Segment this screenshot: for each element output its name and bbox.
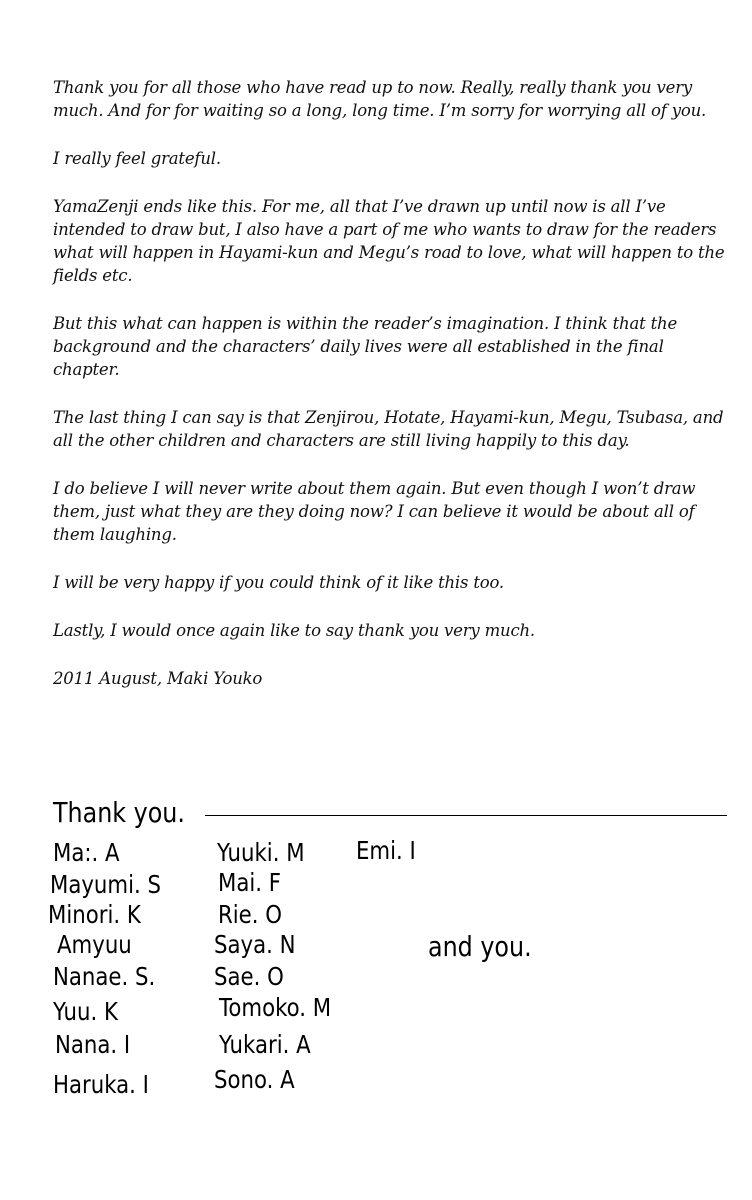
paragraph-never-again: I do believe I will never write about them again. But even though I won’t draw them, just what they are they doing now? I can believe it would be about all of them laughing.: [53, 479, 696, 544]
credit-name: Rie. O: [218, 900, 282, 929]
credit-name: Nana. I: [55, 1030, 131, 1059]
credit-name: Yuu. K: [53, 997, 118, 1026]
credit-name: Haruka. I: [53, 1070, 149, 1099]
paragraph-lastly: Lastly, I would once again like to say thank you very much.: [53, 621, 535, 640]
credit-name: Emi. I: [356, 836, 416, 865]
paragraph-happy: I will be very happy if you could think of it like this too.: [53, 573, 504, 592]
signature-date: 2011 August, Maki Youko: [53, 669, 263, 688]
credit-name: Ma:. A: [53, 838, 120, 867]
credit-name: Sae. O: [214, 962, 284, 991]
credit-name: Amyuu: [57, 930, 132, 959]
credits-closing: and you.: [428, 930, 532, 963]
credit-name: Mai. F: [218, 868, 281, 897]
credit-name: Yuuki. M: [217, 838, 305, 867]
credit-name: Tomoko. M: [219, 993, 332, 1022]
credit-name: Yukari. A: [219, 1030, 311, 1059]
paragraph-thanks: Thank you for all those who have read up to now. Really, really thank you very much. And for for waiting so a long, long time. I’m sorry for worrying all of you.: [53, 78, 707, 120]
letter-body: [53, 76, 733, 715]
paragraph-characters: The last thing I can say is that Zenjirou, Hotate, Hayami-kun, Megu, Tsubasa, and all the other children and characters are still living happily to this day.: [53, 408, 724, 450]
divider-line: [205, 815, 727, 816]
credit-name: Minori. K: [48, 900, 141, 929]
credit-name: Mayumi. S: [50, 870, 162, 899]
paragraph-grateful: I really feel grateful.: [53, 149, 221, 168]
paragraph-imagination: But this what can happen is within the reader’s imagination. I think that the background and the characters’ daily lives were all established in the final chapter.: [53, 314, 678, 379]
credits-heading: Thank you.: [53, 796, 185, 829]
credit-name: Saya. N: [214, 930, 296, 959]
paragraph-ending: YamaZenji ends like this. For me, all that I’ve drawn up until now is all I’ve intended to draw but, I also have a part of me who wants to draw for the readers what will happen in Hayami-kun and Megu’s road to love, what will happen to the fields etc.: [53, 197, 725, 285]
credit-name: Nanae. S.: [53, 962, 156, 991]
credit-name: Sono. A: [214, 1065, 295, 1094]
